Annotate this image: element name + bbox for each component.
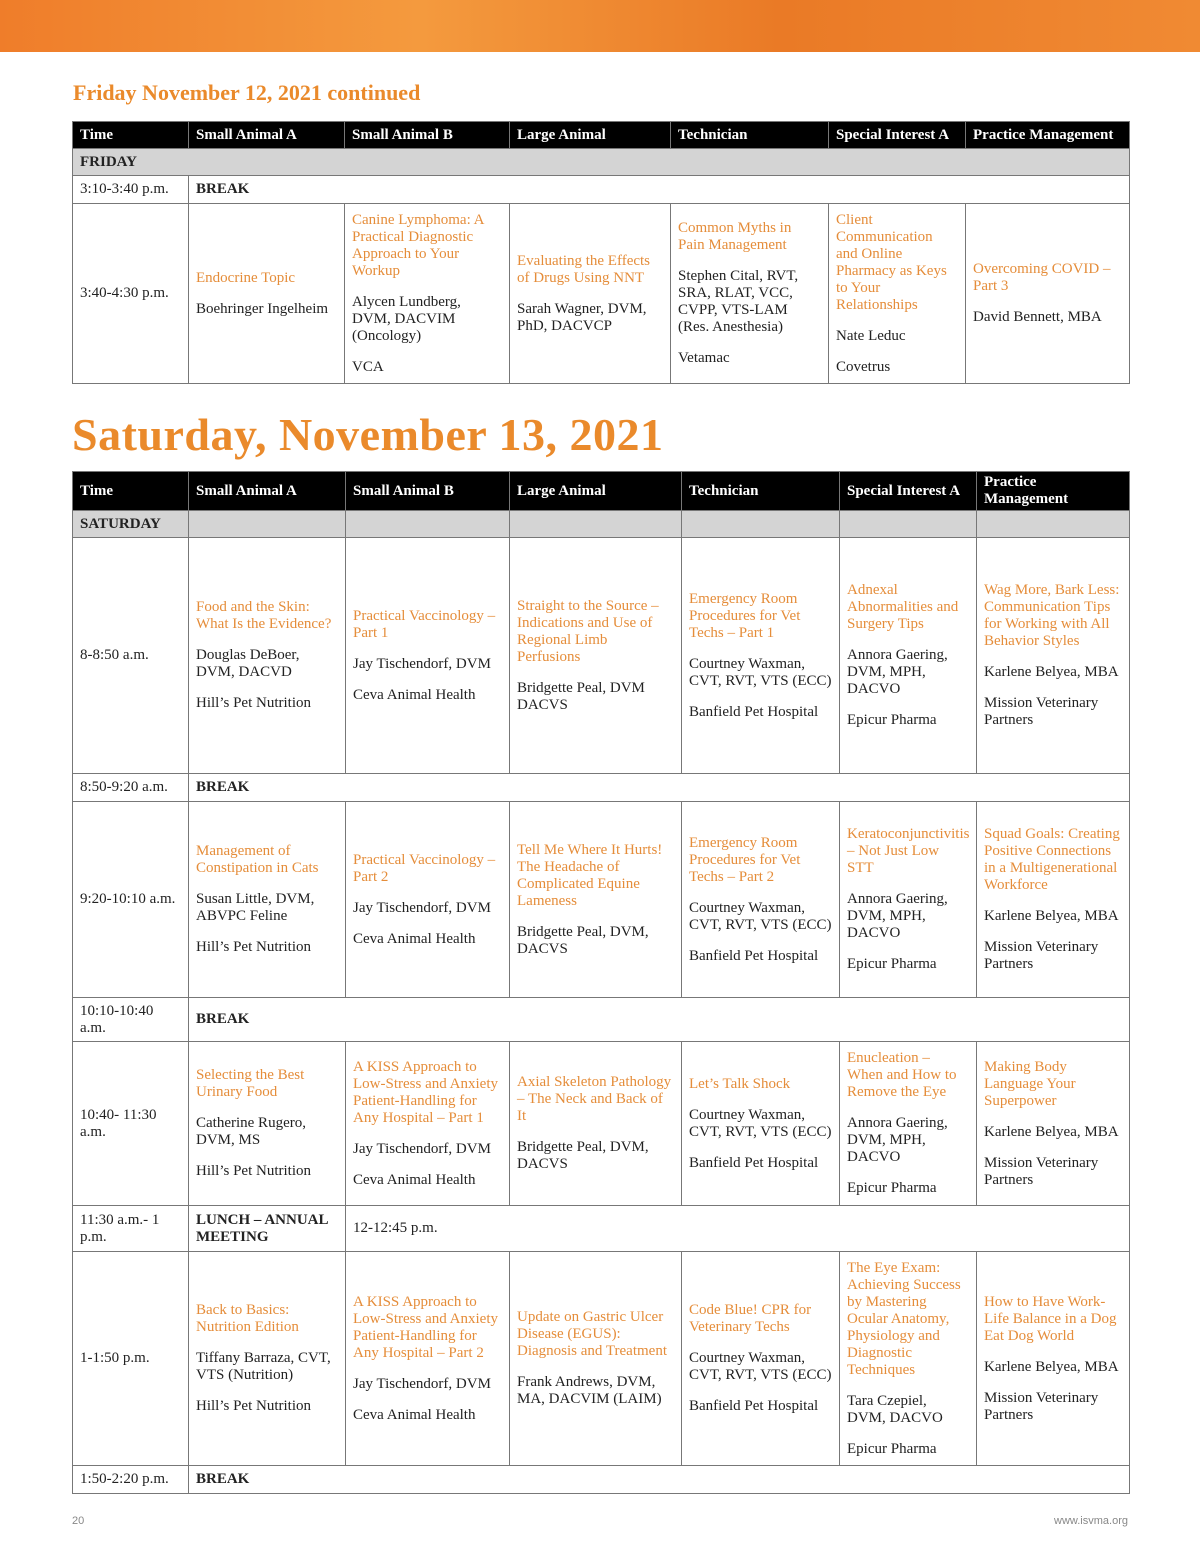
session-title: Squad Goals: Creating Positive Connections in a Multigenerational Workforce — [984, 826, 1120, 893]
table-header-row — [73, 122, 1130, 149]
session-title: Keratoconjunctivitis – Not Just Low STT — [847, 826, 970, 876]
day-label: FRIDAY — [73, 149, 1130, 176]
session-title: A KISS Approach to Low-Stress and Anxiety Patient-Handling for Any Hospital – Part 2 — [353, 1293, 498, 1361]
sponsor-text: Banfield Pet Hospital — [689, 1398, 819, 1414]
col-header: Time — [73, 122, 189, 149]
session-title: Practical Vaccinology – Part 2 — [353, 851, 496, 885]
session-cell — [510, 1042, 682, 1206]
session-title: How to Have Work-Life Balance in a Dog Eat Dog World — [984, 1293, 1117, 1344]
speaker-text: Annora Gaering, DVM, MPH, DACVO — [847, 647, 948, 697]
session-title: Axial Skeleton Pathology – The Neck and Back of It — [517, 1074, 672, 1124]
friday-heading: Friday November 12, 2021 continued — [73, 80, 421, 105]
day-row — [73, 511, 1130, 538]
col-header: Small Animal B — [346, 472, 510, 511]
session-title: Back to Basics: Nutrition Edition — [196, 1302, 299, 1335]
session-cell — [189, 204, 345, 384]
sponsor-text: Epicur Pharma — [847, 712, 937, 728]
sponsor-text: Mission Veterinary Partners — [984, 695, 1099, 728]
sponsor-text: Banfield Pet Hospital — [689, 947, 819, 964]
session-title: Management of Constipation in Cats — [196, 843, 319, 876]
time-cell: 3:40-4:30 p.m. — [73, 204, 189, 384]
sponsor-text: VCA — [352, 358, 384, 375]
sponsor-text: Hill’s Pet Nutrition — [196, 1398, 312, 1414]
session-title: Straight to the Source – Indications and Use of Regional Limb Perfusions — [517, 597, 659, 665]
time-cell: 9:20-10:10 a.m. — [73, 802, 189, 998]
speaker-text: Karlene Belyea, MBA — [984, 1123, 1119, 1140]
session-cell — [346, 538, 510, 774]
session-cell — [682, 1252, 840, 1466]
session-cell — [189, 1252, 346, 1466]
speaker-text: Jay Tischendorf, DVM — [353, 899, 491, 916]
time-cell: 11:30 a.m.- 1 p.m. — [73, 1206, 189, 1252]
session-title: Tell Me Where It Hurts! The Headache of Complicated Equine Lameness — [517, 841, 663, 909]
col-header: Special Interest A — [829, 122, 966, 149]
session-title: Emergency Room Procedures for Vet Techs – Part 2 — [689, 834, 801, 885]
sponsor-text: Epicur Pharma — [847, 1180, 937, 1196]
col-header: Technician — [682, 472, 840, 511]
sponsor-text: Ceva Animal Health — [353, 686, 476, 703]
sponsor-text: Hill’s Pet Nutrition — [196, 1163, 312, 1179]
friday-schedule-table — [72, 121, 1130, 384]
speaker-text: Annora Gaering, DVM, MPH, DACVO — [847, 1115, 948, 1165]
orange-banner — [0, 0, 1200, 52]
speaker-text: Courtney Waxman, CVT, RVT, VTS (ECC) — [689, 1350, 832, 1383]
sponsor-text: Vetamac — [678, 350, 730, 366]
website-url: www.isvma.org — [1054, 1515, 1128, 1527]
session-cell — [346, 802, 510, 998]
speaker-text: David Bennett, MBA — [973, 309, 1102, 325]
break-row — [73, 774, 1130, 802]
break-label: BREAK — [189, 774, 1130, 802]
session-cell — [977, 1042, 1130, 1206]
sponsor-text: Ceva Animal Health — [353, 1406, 476, 1423]
session-cell — [189, 1042, 346, 1206]
session-cell — [977, 802, 1130, 998]
session-cell — [840, 1042, 977, 1206]
session-title: Selecting the Best Urinary Food — [196, 1067, 305, 1100]
speaker-text: Alycen Lundberg, DVM, DACVIM (Oncology) — [352, 293, 461, 344]
sponsor-text: Ceva Animal Health — [353, 930, 476, 947]
speaker-text: Catherine Rugero, DVM, MS — [196, 1115, 306, 1148]
speaker-text: Karlene Belyea, MBA — [984, 908, 1119, 924]
session-cell — [346, 1252, 510, 1466]
session-title: The Eye Exam: Achieving Success by Mastering Ocular Anatomy, Physiology and Diagnostic Techniques — [847, 1259, 961, 1378]
break-row — [73, 1466, 1130, 1494]
session-row — [73, 1252, 1130, 1466]
session-title: Adnexal Abnormalities and Surgery Tips — [847, 582, 959, 632]
speaker-text: Douglas DeBoer, DVM, DACVD — [196, 647, 300, 680]
speaker-text: Boehringer Ingelheim — [196, 300, 329, 317]
session-title: Evaluating the Effects of Drugs Using NNT — [517, 252, 651, 286]
col-header: Practice Management — [966, 122, 1130, 149]
session-title: Common Myths in Pain Management — [678, 220, 792, 253]
col-header: Small Animal A — [189, 122, 345, 149]
break-label: BREAK — [189, 1466, 1130, 1494]
speaker-text: Tara Czepiel, DVM, DACVO — [847, 1392, 943, 1426]
time-cell: 1-1:50 p.m. — [73, 1252, 189, 1466]
session-cell — [510, 802, 682, 998]
day-row — [73, 149, 1130, 176]
col-header: Technician — [671, 122, 829, 149]
session-title: Food and the Skin: What Is the Evidence? — [196, 599, 332, 632]
sponsor-text: Hill’s Pet Nutrition — [196, 695, 312, 711]
time-cell: 3:10-3:40 p.m. — [73, 176, 189, 204]
saturday-heading: Saturday, November 13, 2021 — [72, 409, 664, 460]
sponsor-text: Banfield Pet Hospital — [689, 703, 819, 720]
session-cell — [510, 538, 682, 774]
session-cell — [977, 1252, 1130, 1466]
session-title: Canine Lymphoma: A Practical Diagnostic Approach to Your Workup — [352, 211, 484, 279]
lunch-label: LUNCH – ANNUAL MEETING — [189, 1206, 346, 1252]
session-row — [73, 802, 1130, 998]
break-row — [73, 998, 1130, 1042]
sponsor-text: Ceva Animal Health — [353, 1171, 476, 1188]
sponsor-text: Hill’s Pet Nutrition — [196, 939, 312, 955]
session-cell — [671, 204, 829, 384]
time-cell: 8-8:50 a.m. — [73, 538, 189, 774]
sponsor-text: Mission Veterinary Partners — [984, 1154, 1099, 1188]
sponsor-text: Epicur Pharma — [847, 1440, 937, 1457]
session-title: Update on Gastric Ulcer Disease (EGUS): Diagnosis and Treatment — [517, 1309, 667, 1359]
session-title: Making Body Language Your Superpower — [984, 1058, 1076, 1109]
speaker-text: Tiffany Barraza, CVT, VTS (Nutrition) — [196, 1350, 331, 1383]
session-title: Enucleation – When and How to Remove the Eye — [847, 1050, 957, 1100]
page-number: 20 — [72, 1515, 85, 1527]
speaker-text: Jay Tischendorf, DVM — [353, 1375, 491, 1392]
speaker-text: Jay Tischendorf, DVM — [353, 1140, 491, 1157]
col-header: Small Animal A — [189, 472, 346, 511]
speaker-text: Stephen Cital, RVT, SRA, RLAT, VCC, CVPP, VTS-LAM (Res. Anesthesia) — [678, 268, 799, 335]
speaker-text: Bridgette Peal, DVM, DACVS — [517, 1139, 649, 1172]
break-label: BREAK — [189, 176, 1130, 204]
time-cell: 10:40- 11:30 a.m. — [73, 1042, 189, 1206]
session-title: Client Communication and Online Pharmacy as Keys to Your Relationships — [836, 211, 947, 313]
session-title: Let’s Talk Shock — [689, 1075, 791, 1092]
break-label: BREAK — [189, 998, 1130, 1042]
session-cell — [510, 204, 671, 384]
session-title: Emergency Room Procedures for Vet Techs – Part 1 — [689, 590, 801, 641]
session-cell — [189, 802, 346, 998]
speaker-text: Courtney Waxman, CVT, RVT, VTS (ECC) — [689, 899, 832, 933]
col-header: Small Animal B — [345, 122, 510, 149]
speaker-text: Courtney Waxman, CVT, RVT, VTS (ECC) — [689, 1106, 832, 1140]
speaker-text: Karlene Belyea, MBA — [984, 664, 1119, 680]
session-cell — [682, 802, 840, 998]
col-header: Large Animal — [510, 122, 671, 149]
lunch-detail: 12-12:45 p.m. — [346, 1206, 1130, 1252]
session-title: Endocrine Topic — [196, 269, 296, 286]
session-cell — [189, 538, 346, 774]
session-cell — [840, 1252, 977, 1466]
lunch-row — [73, 1206, 1130, 1252]
session-row — [73, 204, 1130, 384]
speaker-text: Courtney Waxman, CVT, RVT, VTS (ECC) — [689, 655, 832, 689]
col-header: Practice Management — [977, 472, 1130, 511]
speaker-text: Karlene Belyea, MBA — [984, 1358, 1119, 1375]
time-cell: 1:50-2:20 p.m. — [73, 1466, 189, 1494]
table-header-row — [73, 472, 1130, 511]
session-cell — [345, 204, 510, 384]
sponsor-text: Covetrus — [836, 358, 891, 375]
speaker-text: Bridgette Peal, DVM, DACVS — [517, 923, 649, 957]
speaker-text: Sarah Wagner, DVM, PhD, DACVCP — [517, 300, 647, 334]
sponsor-text: Mission Veterinary Partners — [984, 939, 1099, 972]
speaker-text: Susan Little, DVM, ABVPC Feline — [196, 891, 315, 924]
session-cell — [977, 538, 1130, 774]
session-title: Wag More, Bark Less: Communication Tips for Working with All Behavior Styles — [984, 582, 1120, 649]
session-cell — [510, 1252, 682, 1466]
saturday-schedule-table — [72, 471, 1130, 1494]
speaker-text: Nate Leduc — [836, 327, 906, 344]
session-row — [73, 538, 1130, 774]
time-cell: 10:10-10:40 a.m. — [73, 998, 189, 1042]
session-title: Overcoming COVID – Part 3 — [973, 261, 1111, 294]
col-header: Special Interest A — [840, 472, 977, 511]
session-cell — [840, 802, 977, 998]
col-header: Large Animal — [510, 472, 682, 511]
session-cell — [829, 204, 966, 384]
session-title: Code Blue! CPR for Veterinary Techs — [689, 1302, 812, 1335]
break-row — [73, 176, 1130, 204]
speaker-text: Jay Tischendorf, DVM — [353, 655, 491, 672]
speaker-text: Bridgette Peal, DVM DACVS — [517, 679, 645, 713]
time-cell: 8:50-9:20 a.m. — [73, 774, 189, 802]
speaker-text: Frank Andrews, DVM, MA, DACVIM (LAIM) — [517, 1374, 662, 1407]
sponsor-text: Mission Veterinary Partners — [984, 1389, 1099, 1423]
session-title: Practical Vaccinology – Part 1 — [353, 607, 496, 641]
sponsor-text: Banfield Pet Hospital — [689, 1154, 819, 1171]
col-header: Time — [73, 472, 189, 511]
session-cell — [682, 538, 840, 774]
sponsor-text: Epicur Pharma — [847, 956, 937, 972]
session-row — [73, 1042, 1130, 1206]
session-cell — [682, 1042, 840, 1206]
day-label: SATURDAY — [73, 511, 189, 538]
session-cell — [840, 538, 977, 774]
session-cell — [966, 204, 1130, 384]
session-title: A KISS Approach to Low-Stress and Anxiety Patient-Handling for Any Hospital – Part 1 — [353, 1058, 498, 1126]
speaker-text: Annora Gaering, DVM, MPH, DACVO — [847, 891, 948, 941]
session-cell — [346, 1042, 510, 1206]
